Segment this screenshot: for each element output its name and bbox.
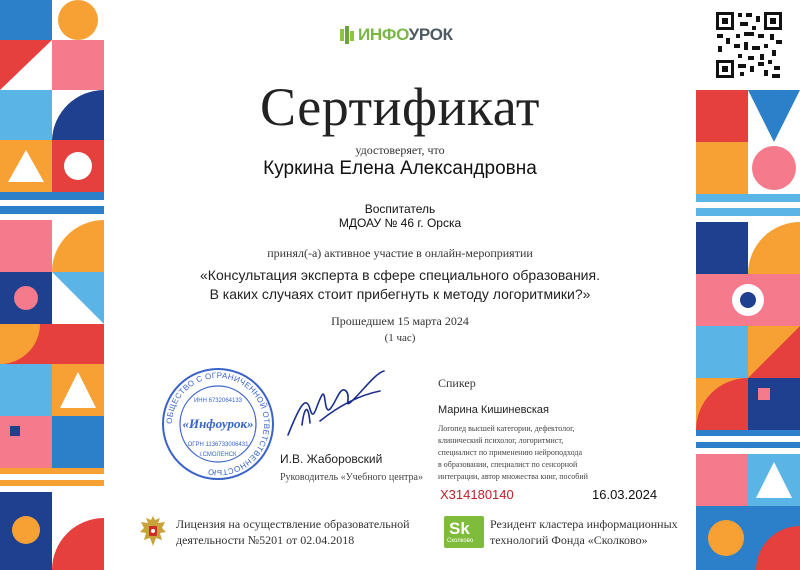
skolkovo-badge-text: Sk [449,519,470,538]
certifies-text: удостоверяет, что [355,143,445,157]
qr-code-icon [714,10,784,80]
seal-city: г.СМОЛЕНСК [199,452,237,458]
seal-center-text: «Инфоурок» [182,416,254,431]
speaker-bio-line: Логопед высшей категории, дефектолог, [438,424,575,433]
speaker-bio-line: интеграции, автор множества книг, пособий [438,472,588,481]
infourok-logo-mark-icon [340,26,354,44]
signatory-name: И.В. Жаборовский [280,452,383,466]
speaker-name: Марина Кишиневская [438,404,549,416]
skolkovo-line1: Резидент кластера информационных [490,517,678,531]
license-line2: деятельности №5201 от 02.04.2018 [176,533,355,547]
russian-emblem-icon [138,514,168,548]
signatory-role: Руководитель «Учебного центра» [280,472,423,483]
certificate-title: Сертификат [260,77,540,137]
event-date: Прошедшем 15 марта 2024 [331,314,469,328]
license-line1: Лицензия на осуществление образовательной [176,517,410,531]
recipient-position: Воспитатель [364,202,436,216]
company-seal-icon [160,366,276,482]
event-title-line2: В каких случаях стоит прибегнуть к методу логоритмики?» [209,286,591,302]
seal-ogrn: ОГРН 1136733006431 [187,442,249,448]
signature-icon [280,365,390,445]
seal-outer-text: ОБЩЕСТВО С ОГРАНИЧЕННОЙ ОТВЕТСТВЕННОСТЬЮ [164,370,272,478]
speaker-bio-line: клинический психолог, логоритмист, [438,436,564,445]
recipient-organization: МДОАУ № 46 г. Орска [338,216,462,230]
infourok-logo [340,24,460,46]
recipient-name: Куркина Елена Александровна [263,158,537,179]
seal-inn: ИНН 6732064133 [193,398,243,404]
skolkovo-line2: технологий Фонда «Сколково» [490,533,648,547]
speaker-heading: Спикер [438,376,476,390]
logo-text-part1: ИНФО [358,25,409,44]
participation-text: принял(-а) активное участие в онлайн-мероприятии [267,246,533,260]
speaker-bio-line: в образовании, специалист по сенсорной [438,460,578,469]
event-title-line1: «Консультация эксперта в сфере специального образования. [200,267,600,283]
event-duration: (1 час) [384,332,416,344]
skolkovo-badge-small: Сколково [447,538,474,544]
logo-text-part2: УРОК [408,25,453,44]
certificate-number: Х314180140 [440,487,514,502]
speaker-bio [438,423,588,483]
speaker-bio-line: специалист по применению нейроподхода [438,448,583,457]
issue-date: 16.03.2024 [592,487,658,502]
skolkovo-logo-icon [444,516,484,548]
